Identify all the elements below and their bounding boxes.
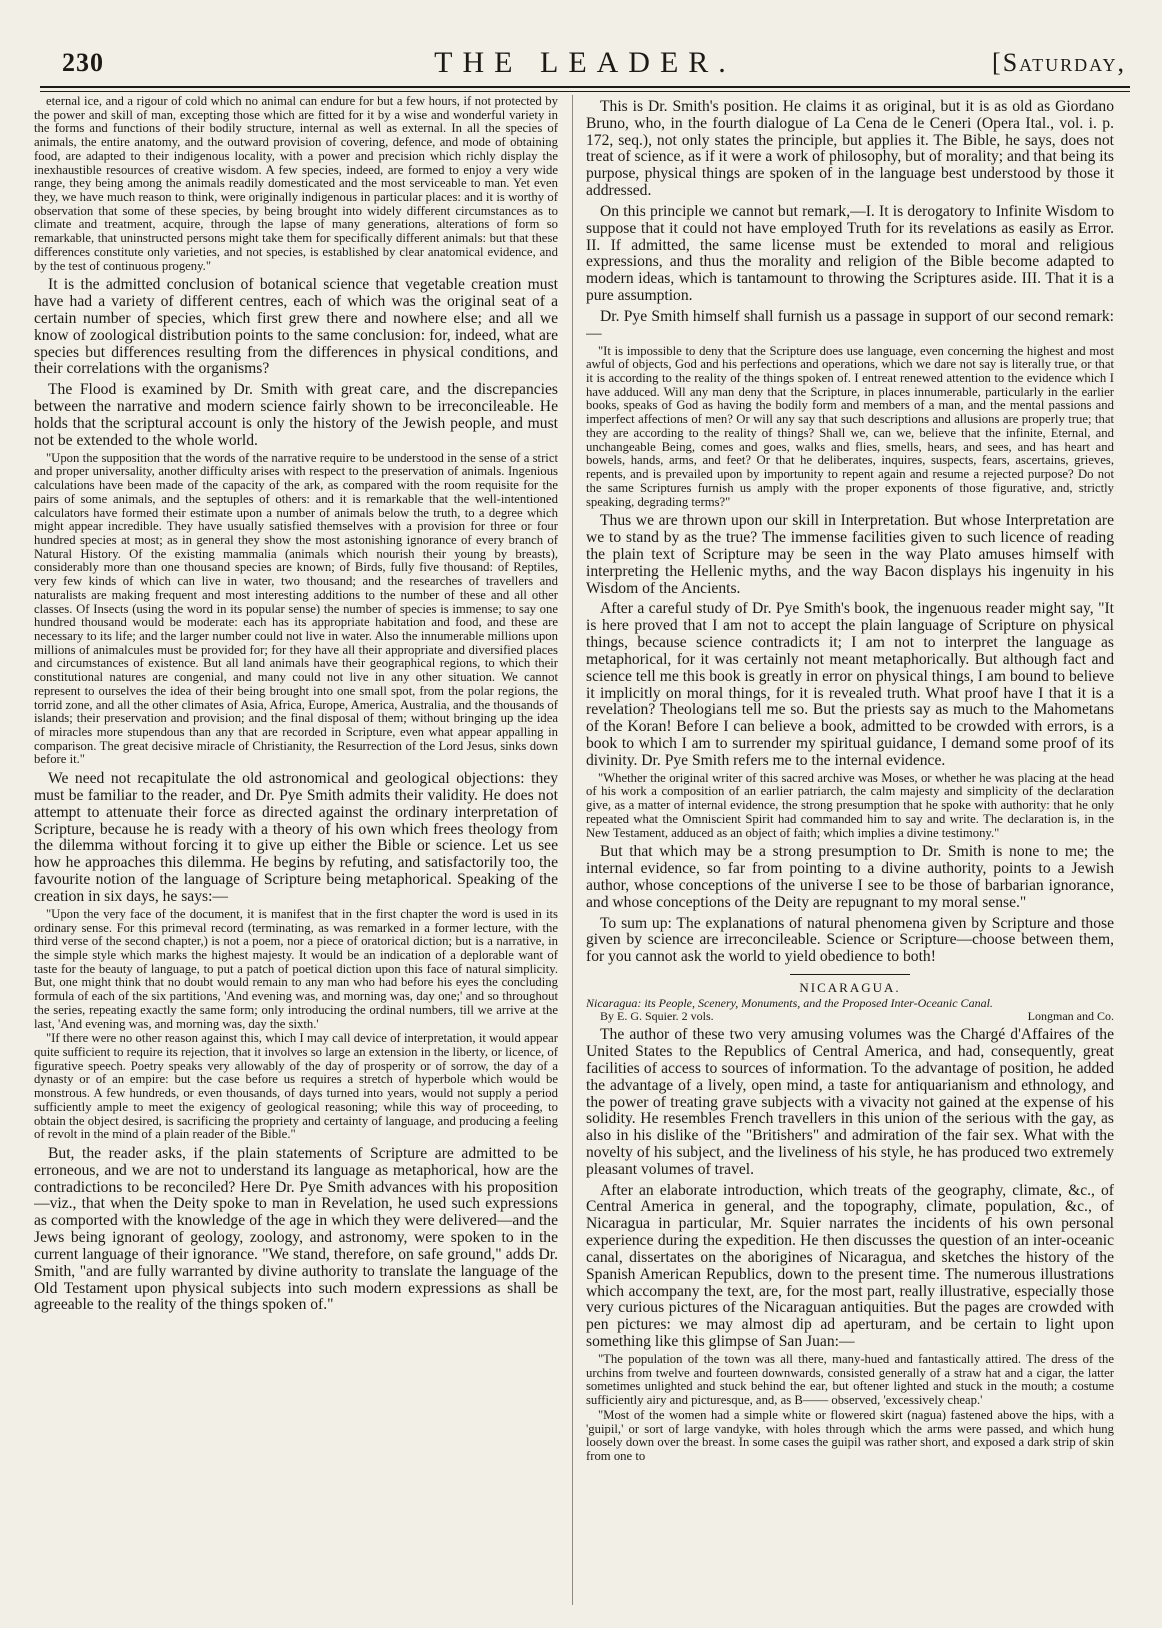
body-paragraph: After an elaborate introduction, which treats of the geography, climate, &c., of Central America in general, and the topography, climate, population, &c., of Nicaragua in particular, Mr. Squier narrates the incidents of his own personal experience during the expedition. He then discusses the question of an inter-oceanic canal, dissertates on the aborigines of Nicaragua, and sketches the history of the Spanish American Republics, down to the present time. The numerous illustrations which accompany the text, are, for the most part, really illustrative, especially those very curious pictures of the Nicaraguan antiquities. But the pages are crowded with pen pictures: we may almost dip ad aperturam, and be certain to light upon something like this glimpse of San Juan:— <box>586 1181 1114 1351</box>
body-paragraph: Dr. Pye Smith himself shall furnish us a passage in support of our second remark:— <box>586 307 1114 342</box>
nicaragua-heading: NICARAGUA. <box>799 980 901 996</box>
body-paragraph: Thus we are thrown upon our skill in Interpretation. But whose Interpretation are we to stand by as the true? The immense facilities given to such licence of reading the plain text of Scripture may be seen in the way Plato amuses himself with interpreting the Hellenic myths, and the way Bacon displays his ingenuity in his Wisdom of the Ancients. <box>586 512 1114 597</box>
quoted-paragraph: "Upon the supposition that the words of the narrative require to be understood in the sense of a strict and proper universality, another difficulty arises with respect to the preservation of animals. Ingenious calculations have been made of the capacity of the ark, as compared with the room requisite for the pairs of some animals, and the septuples of others: and it is remarkable that the well-intentioned calculators have formed their estimate upon a number of animals below the truth, to a degree which might appear incredible. They have usually satisfied themselves with a provision for three or four hundred species at most; as in general they show the most astonishing ignorance of every branch of Natural History. Of the existing mammalia (animals which nourish their young by breasts), considerably more than one thousand species are known; of Birds, fully five thousand: of Reptiles, very few kinds of which can live in water, two thousand; and the researches of travellers and naturalists are making frequent and most interesting additions to the number of these and all other classes. Of Insects (using the word in its popular sense) the number of species is immense; to say one hundred thousand would be moderate: each has its appropriate habitation and food, and these are necessary to its life; and the larger number could not live in water. Also the innumerable millions upon millions of animalcules must be provided for; for they have all their appropriate and diversified places and circumstances of existence. But all land animals have their geographical regions, to which their constitutional natures are congenial, and many could not live in any other situation. We cannot represent to ourselves the idea of their being brought into one small spot, from the polar regions, the torrid zone, and all the other climates of Asia, Africa, Europe, America, Australia, and the thousands of islands; their preservation and provision; and the final disposal of them; without bringing up the idea of miracles more stupendous than any that are recorded in Scripture, even what appear appalling in comparison. The great decisive miracle of Christianity, the Resurrection of the Lord Jesus, sinks down before it." <box>34 450 558 767</box>
publication-title: THE LEADER. <box>434 46 736 79</box>
quoted-paragraph: "Upon the very face of the document, it is manifest that in the first chapter the word is used in its ordinary sense. For this primeval record (terminating, as was remarked in a former lecture, with the third verse of the second chapter,) is not a poem, nor a piece of oratorical diction; but is a narrative, in the simple style which marks the highest majesty. It would be an indication of a deplorable want of taste for the beauty of language, to put a patch of poetical diction upon this face of natural simplicity. But, one might think that no doubt would remain to any man who had before his eyes the concluding formula of each of the six partitions, 'And evening was, and morning was, day one;' and so throughout the series, repeating exactly the same form; only introducing the ordinal numbers, till we arrive at the last, 'And evening was, and morning was, day the sixth.' <box>34 906 558 1031</box>
section-divider <box>790 974 910 975</box>
book-author: By E. G. Squier. 2 vols. <box>600 1009 714 1024</box>
body-paragraph: After a careful study of Dr. Pye Smith's book, the ingenuous reader might say, "It is here proved that I am not to accept the plain language of Scripture on physical things, because science contradicts it; I am not to interpret the language as metaphorical, for it was certainly not meant metaphorically. But although fact and science tell me this book is greatly in error on physical things, I am bound to believe it implicitly on moral things, for it is revealed truth. What proof have I that it is a revelation? Theologians tell me so. But the priests say as much to the Mahometans of the Koran! Before I can believe a book, admitted to be crowded with errors, is a book to which I am to surrender my spiritual guidance, I demand some proof of its divinity. Dr. Pye Smith refers me to the internal evidence. <box>586 600 1114 769</box>
body-paragraph: The author of these two very amusing volumes was the Chargé d'Affaires of the United States to the Republics of Central America, and had, consequently, great facilities of access to sources of information. To the advantage of position, he added the advantage of a lively, open mind, a taste for antiquarianism and ethnology, and the power of treating grave subjects with a vivacity not gained at the expense of his solidity. He resembles French travellers in this union of the serious with the gay, as also in his dislike of the "Britishers" and admiration of the fair sex. What with the novelty of his subject, and the liveliness of his style, he has produced two extremely pleasant volumes of travel. <box>586 1026 1114 1178</box>
body-paragraph: But, the reader asks, if the plain statements of Scripture are admitted to be erroneous, and we are not to understand its language as metaphorical, how are the contradictions to be reconciled? Here Dr. Pye Smith advances with his proposition—viz., that when the Deity spoke to man in Revelation, he used such expressions as comported with the knowledge of the age in which they were delivered—and the Jews being ignorant of geology, zoology, and astronomy, were spoken to in the current language of their ignorance. "We stand, therefore, on safe ground," adds Dr. Smith, "and are fully warranted by divine authority to translate the language of the Old Testament upon physical subjects into such modern expressions as shall be agreeable to the reality of the things spoken of." <box>34 1145 558 1314</box>
column-rule <box>572 95 573 1605</box>
body-paragraph: On this principle we cannot but remark,—I. It is derogatory to Infinite Wisdom to suppose that it could not have employed Truth for its revelations as easily as Error. II. If admitted, the same license must be extended to moral and religious expressions, and thus the morality and religion of the Bible become adapted to modern ideas, which is tantamount to throwing the Scriptures aside. III. That it is a pure assumption. <box>586 202 1114 305</box>
masthead <box>40 40 1130 88</box>
quoted-paragraph: "It is impossible to deny that the Scripture does use language, even concerning the highest and most awful of objects, God and his perfections and operations, which we dare not say is literally true, or that it is according to the reality of the things spoken of. I entreat renewed attention to the evidence which I have adduced. Will any man deny that the Scripture, in places innumerable, particularly in the earlier books, speaks of God as having the bodily form and members of a man, and the mental passions and imperfect affections of men? Or will any say that such descriptions and allusions are properly true; that they are according to the reality of things? Shall we, can we, believe that the infinite, Eternal, and unchangeable Being, comes and goes, walks and flies, smells, hears, and sees, and has heart and bowels, hands, arms, and feet? Or that he deliberates, inquires, suspects, fears, ascertains, grieves, repents, and is prevailed upon by importunity to repent again and resume a rejected purpose? Do not the same Scriptures furnish us amply with the proper exponents of those figurative, and, strictly speaking, degrading terms?" <box>586 343 1114 509</box>
body-paragraph: It is the admitted conclusion of botanical science that vegetable creation must have had a variety of different centres, each of which was the original seat of a certain number of species, which first grew there and nowhere else; and all we know of zoological distribution points to the same conclusion: for, indeed, what are species but differences resulting from the differences in physical conditions, and their correlations with the organisms? <box>34 276 558 378</box>
quoted-paragraph: "The population of the town was all there, many-hued and fantastically attired. The dress of the urchins from twelve and fourteen downwards, consisted generally of a straw hat and a cigar, the latter sometimes unlighted and stuck behind the ear, but oftener lighted and stuck in the mouth; a costume sufficiently airy and picturesque, and, as B—— observed, 'excessively cheap.' <box>586 1351 1114 1408</box>
review-continuation <box>586 99 1114 966</box>
quoted-paragraph: "Most of the women had a simple white or flowered skirt (nagua) fastened above the hips, with a 'guipil,' or sort of large vandyke, with holes through which the arms were passed, and which hung loosely down over the breast. In some cases the guipil was rather short, and exposed a dark strip of skin from one to <box>586 1407 1114 1463</box>
page-number: 230 <box>62 48 104 77</box>
nicaragua-review <box>586 1027 1114 1463</box>
left-column <box>34 95 558 1605</box>
quoted-paragraph: "If there were no other reason against this, which I may call device of interpretation, it would appear quite sufficient to require its rejection, that it involves so large an extension in the liberty, or licence, of figurative speech. Poetry speaks very allowably of the day of prosperity or of sorrow, the day of a dynasty or of an empire: but the case before us requires a stretch of hyperbole which would be monstrous. A few hundreds, or even thousands, of days turned into years, would not supply a period sufficiently ample to meet the exigency of geological reasoning; while this way of proceeding, to obtain the object desired, is sacrificing the propriety and certainty of language, and producing a feeling of revolt in the mind of a plain reader of the Bible." <box>34 1031 558 1142</box>
quoted-paragraph: "Whether the original writer of this sacred archive was Moses, or whether he was placing at the head of his work a composition of an earlier patriarch, the calm majesty and simplicity of the declaration give, as a matter of internal evidence, the strong presumption that he spoke with authority: that he only repeated what the Omniscient Spirit had commanded him to say and write. The declaration is, in the New Testament, adduced as an object of faith; which implies a divine testimony." <box>586 770 1114 840</box>
book-title: Nicaragua: its People, Scenery, Monuments, and the Proposed Inter-Oceanic Canal. <box>586 996 993 1011</box>
body-paragraph: We need not recapitulate the old astronomical and geological objections: they must be familiar to the reader, and Dr. Pye Smith admits their validity. He does not attempt to attenuate their force as directed against the ordinary interpretation of Scripture, because he is ready with a theory of his own which frees theology from the dilemma without forcing it to give up either the Bible or science. Let us see how he approaches this dilemma. He begins by refuting, and satisfactorily too, the favourite notion of the language of Scripture being metaphorical. Speaking of the creation in six days, he says:— <box>34 770 558 905</box>
right-column <box>586 95 1114 1605</box>
book-publisher: Longman and Co. <box>1027 1009 1114 1024</box>
quoted-paragraph: eternal ice, and a rigour of cold which no animal can endure for but a few hours, if not protected by the power and skill of man, excepting those which are fitted for it by a wise and wonderful variety in the forms and functions of their bodily structure, internal as well as external. In all the species of animals, the entire anatomy, and the outward provision of covering, defence, and mode of obtaining food, are adapted to their indigenous locality, with a power and precision which richly display the inexhaustible resources of creative wisdom. A few species, indeed, are formed to enjoy a very wide range, they being among the animals readily domesticated and the most serviceable to man. Yet even they, we have much reason to think, were originally indigenous in particular places: and it is worthy of observation that some of these species, by being brought into widely different circumstances as to climate and treatment, acquire, through the lapse of many generations, alterations of form so remarkable, that uninstructed persons might take them for specifically different animals: but that these differences constitute only varieties, and not species, is established by clear anatomical evidence, and by the test of continuous progeny." <box>34 95 558 273</box>
body-paragraph: The Flood is examined by Dr. Smith with great care, and the discrepancies between the narrative and modern science fairly shown to be irreconcileable. He holds that the scriptural account is only the history of the Jewish people, and must not be extended to the whole world. <box>34 381 558 449</box>
book-byline <box>586 1010 1114 1023</box>
body-paragraph: But that which may be a strong presumption to Dr. Smith is none to me; the internal evidence, so far from pointing to a divine authority, points to a Jewish author, whose conceptions of the universe I see to be those of barbarian ignorance, and whose conceptions of the Deity are repugnant to my moral sense." <box>586 843 1114 911</box>
body-paragraph: To sum up: The explanations of natural phenomena given by Scripture and those given by science are irreconcileable. Science or Scripture—choose between them, for you cannot ask the world to yield obedience to both! <box>586 914 1114 966</box>
issue-day: [Saturday, <box>992 48 1126 77</box>
body-paragraph: This is Dr. Smith's position. He claims it as original, but it is as old as Giordano Bruno, who, in the fourth dialogue of La Cena de le Ceneri (Opera Ital., vol. i. p. 172, seq.), not only states the principle, but applies it. The Bible, he says, does not treat of science, as if it were a work of philosophy, but of morality; and that being its purpose, physical things are spoken of in the language best understood by those it addressed. <box>586 98 1114 200</box>
